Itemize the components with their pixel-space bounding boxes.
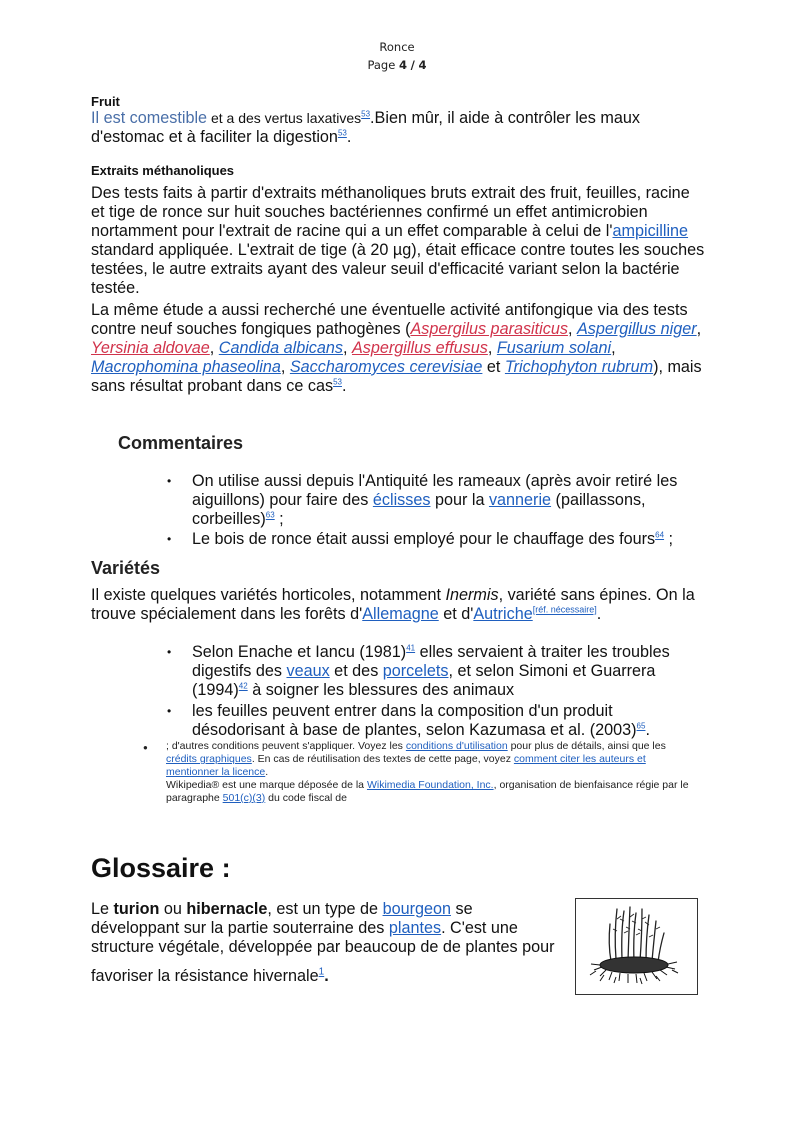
li-text: , et selon Simoni et Guarrera (1994) bbox=[192, 662, 656, 699]
ref-1[interactable]: 1 bbox=[318, 966, 325, 978]
link-saccharomyces-cerevisiae[interactable]: Saccharomyces cerevisiae bbox=[289, 358, 483, 376]
li-text: pour la bbox=[430, 491, 489, 509]
glossaire-paragraph bbox=[91, 900, 563, 957]
list-item bbox=[192, 643, 692, 700]
page-total: 4 bbox=[418, 58, 427, 72]
sep: , bbox=[696, 320, 702, 338]
extraits-paragraph-1 bbox=[91, 184, 705, 298]
ref-53[interactable]: 53 bbox=[361, 109, 371, 119]
glossaire-text-a: Le bbox=[91, 900, 114, 918]
link-aspergilus-parasiticus[interactable]: Aspergilus parasiticus bbox=[410, 320, 568, 338]
turion-plant-icon bbox=[576, 899, 697, 994]
license2-text-a: Wikipedia® est une marque déposée de la bbox=[166, 779, 367, 791]
sep: , bbox=[487, 339, 497, 357]
link-fusarium-solani[interactable]: Fusarium solani bbox=[496, 339, 612, 357]
li-text: (paillassons, corbeilles) bbox=[192, 491, 646, 528]
link-autriche[interactable]: Autriche bbox=[473, 605, 533, 623]
link-allemagne[interactable]: Allemagne bbox=[362, 605, 439, 623]
fruit-heading: Fruit bbox=[91, 94, 120, 109]
li-text: à soigner les blessures des animaux bbox=[247, 681, 515, 699]
link-veaux[interactable]: veaux bbox=[286, 662, 330, 680]
li-text: ; bbox=[274, 510, 284, 528]
li-text: elles servaient à traiter les troubles digestifs des bbox=[192, 643, 670, 680]
page-number bbox=[0, 58, 794, 72]
sep: , bbox=[343, 339, 352, 357]
term-hibernacle: hibernacle bbox=[186, 900, 268, 918]
varietes-list bbox=[192, 643, 692, 740]
glossaire-paragraph-2 bbox=[91, 967, 563, 986]
varietes-paragraph bbox=[91, 586, 705, 624]
link-wikimedia-foundation[interactable]: Wikimedia Foundation, Inc. bbox=[366, 779, 494, 791]
page-prefix: Page bbox=[367, 58, 396, 72]
fruit-text-d: . bbox=[346, 128, 352, 146]
link-comment-citer[interactable]: comment citer les auteurs et mentionner la licence bbox=[166, 753, 646, 778]
turion-illustration bbox=[575, 898, 698, 995]
license-text-d: . bbox=[265, 766, 269, 778]
commentaires-list bbox=[192, 472, 692, 549]
li-text: Selon Enache et Iancu (1981) bbox=[192, 643, 407, 661]
license2-text-b: , organisation de bienfaisance régie par le paragraphe bbox=[166, 779, 689, 804]
extraits-p2-text-a: La même étude a aussi recherché une éventuelle activité antifongique via des tests contre neuf souches fongiques pathogènes ( bbox=[91, 301, 688, 338]
glossaire-text-f: favoriser la résistance hivernale bbox=[91, 967, 319, 985]
extraits-p2-text-c: . bbox=[341, 377, 347, 395]
sep: , bbox=[209, 339, 219, 357]
sep: , bbox=[280, 358, 290, 376]
varietes-inermis: Inermis bbox=[445, 586, 499, 604]
varietes-text-c: et d' bbox=[438, 605, 474, 623]
commentaires-heading: Commentaires bbox=[118, 433, 244, 453]
fruit-text-c: .Bien mûr, il aide à contrôler les maux d'estomac et à faciliter la digestion bbox=[91, 109, 640, 146]
li-text: les feuilles peuvent entrer dans la composition d'un produit désodorisant à base de plantes, selon Kazumasa et al. (2003) bbox=[192, 702, 637, 739]
fruit-text-a: Il est comestible bbox=[91, 109, 208, 127]
glossaire-text-b: ou bbox=[159, 900, 187, 918]
li-text: et des bbox=[329, 662, 383, 680]
page-separator: / bbox=[410, 58, 415, 72]
link-candida-albicans[interactable]: Candida albicans bbox=[218, 339, 343, 357]
varietes-heading: Variétés bbox=[91, 558, 161, 578]
license-note bbox=[166, 740, 696, 805]
varietes-text-a: Il existe quelques variétés horticoles, notamment bbox=[91, 586, 446, 604]
li-text: On utilise aussi depuis l'Antiquité les rameaux (après avoir retiré les aiguillons) pour faire des bbox=[192, 472, 678, 509]
link-porcelets[interactable]: porcelets bbox=[382, 662, 449, 680]
license-text-b: pour plus de détails, ainsi que les bbox=[507, 740, 666, 752]
sep: , bbox=[567, 320, 577, 338]
link-trichophyton-rubrum[interactable]: Trichophyton rubrum bbox=[504, 358, 654, 376]
varietes-text-b: , variété sans épines. On la trouve spécialement dans les forêts d' bbox=[91, 586, 695, 623]
glossaire-text-d: se développant sur la partie souterraine des bbox=[91, 900, 473, 937]
glossaire-text-g: . bbox=[324, 967, 329, 985]
small-bullet: ● bbox=[143, 743, 148, 752]
extraits-heading: Extraits méthanoliques bbox=[91, 163, 235, 178]
ref-63[interactable]: 63 bbox=[265, 510, 275, 520]
ref-64[interactable]: 64 bbox=[655, 530, 665, 540]
sep: et bbox=[482, 358, 505, 376]
ref-needed-note[interactable]: [réf. nécessaire] bbox=[532, 604, 597, 615]
link-vannerie[interactable]: vannerie bbox=[488, 491, 552, 509]
link-macrophomina-phaseolina[interactable]: Macrophomina phaseolina bbox=[91, 358, 281, 376]
ref-42[interactable]: 42 bbox=[238, 681, 248, 691]
glossaire-heading: Glossaire : bbox=[91, 853, 231, 883]
extraits-p1-text-a: Des tests faits à partir d'extraits méthanoliques bruts extrait des fruit, feuilles, racine et tige de ronce sur huit souches bactériennes confirmé un effet antimicrobien nortamment pour l'extrait de racine qui a un effet comparable à celui de l' bbox=[91, 184, 690, 240]
ref-53[interactable]: 53 bbox=[337, 128, 347, 138]
link-ampicilline[interactable]: ampicilline bbox=[612, 222, 689, 240]
extraits-paragraph-2 bbox=[91, 301, 705, 396]
ref-41[interactable]: 41 bbox=[406, 643, 416, 653]
link-yersinia-aldovae[interactable]: Yersinia aldovae bbox=[91, 339, 210, 357]
ref-53[interactable]: 53 bbox=[333, 377, 342, 387]
license-text-c: . En cas de réutilisation des textes de cette page, voyez bbox=[251, 753, 514, 765]
list-item bbox=[192, 472, 692, 529]
link-501c3[interactable]: 501(c)(3) bbox=[222, 792, 266, 804]
glossaire-text-e: . C'est une structure végétale, développée par beaucoup de de plantes pour bbox=[91, 919, 555, 956]
ref-65[interactable]: 65 bbox=[636, 721, 646, 731]
license-text-a: ; d'autres conditions peuvent s'appliquer. Voyez les bbox=[166, 740, 406, 752]
link-plantes[interactable]: plantes bbox=[388, 919, 442, 937]
fruit-text-b: et a des vertus laxatives bbox=[207, 110, 362, 126]
fruit-paragraph bbox=[91, 109, 691, 147]
link-credits-graphiques[interactable]: crédits graphiques bbox=[166, 753, 252, 765]
sep: , bbox=[611, 339, 616, 357]
link-aspergillus-niger[interactable]: Aspergillus niger bbox=[576, 320, 697, 338]
list-item bbox=[192, 702, 692, 740]
extraits-p2-text-b: ), mais sans résultat probant dans ce cas bbox=[91, 358, 702, 395]
li-text: Le bois de ronce était aussi employé pour le chauffage des fours bbox=[192, 530, 656, 548]
link-conditions-utilisation[interactable]: conditions d'utilisation bbox=[405, 740, 508, 752]
document-title: Ronce bbox=[379, 40, 415, 54]
link-bourgeon[interactable]: bourgeon bbox=[382, 900, 451, 918]
term-turion: turion bbox=[113, 900, 160, 918]
glossaire-text-c: , est un type de bbox=[267, 900, 383, 918]
extraits-p1-text-b: standard appliquée. L'extrait de tige (à 20 µg), était efficace contre toutes les souches testées, le autre extraits ayant des valeur seuil d'efficacité variant selon la bactérie testée. bbox=[91, 241, 705, 297]
link-aspergillus-effusus[interactable]: Aspergillus effusus bbox=[352, 339, 488, 357]
page-current: 4 bbox=[398, 58, 407, 72]
list-item bbox=[192, 530, 692, 549]
li-text: . bbox=[645, 721, 650, 739]
link-eclisses[interactable]: éclisses bbox=[372, 491, 431, 509]
varietes-text-d: . bbox=[596, 605, 602, 623]
li-text: ; bbox=[664, 530, 674, 548]
license2-text-c: du code fiscal de bbox=[265, 792, 347, 804]
